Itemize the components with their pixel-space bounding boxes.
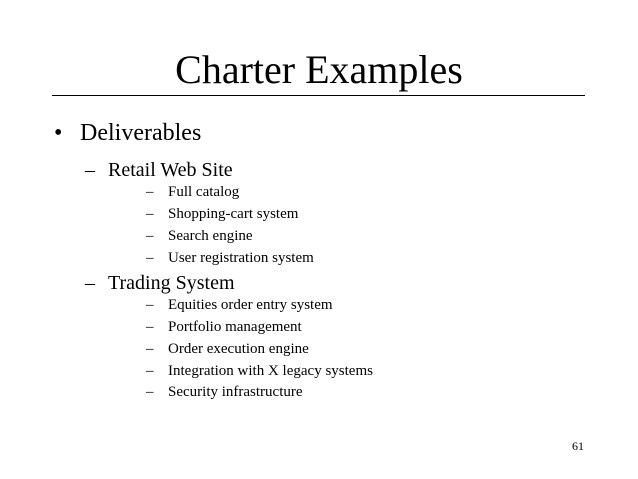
dash-marker: – xyxy=(146,297,154,313)
dash-marker: – xyxy=(146,363,154,379)
list-item-text: Integration with X legacy systems xyxy=(168,363,373,379)
sub-bullet-text: Trading System xyxy=(108,272,235,294)
list-item-text: Security infrastructure xyxy=(168,384,303,400)
dash-marker: – xyxy=(146,184,154,200)
list-item-text: Equities order entry system xyxy=(168,297,333,313)
dash-marker: – xyxy=(85,272,95,294)
dash-marker: – xyxy=(85,159,95,181)
list-item-text: Search engine xyxy=(168,228,253,244)
list-item-text: User registration system xyxy=(168,250,314,266)
sub-bullet-text: Retail Web Site xyxy=(108,159,233,181)
dash-marker: – xyxy=(146,250,154,266)
list-item-text: Shopping-cart system xyxy=(168,206,299,222)
dash-marker: – xyxy=(146,341,154,357)
bullet-text: Deliverables xyxy=(80,120,202,146)
list-item xyxy=(146,362,373,380)
list-item xyxy=(146,183,239,201)
list-item xyxy=(146,205,298,223)
list-item xyxy=(146,296,333,314)
dash-marker: – xyxy=(146,319,154,335)
list-item xyxy=(146,318,302,336)
page-number: 61 xyxy=(572,439,584,453)
sub-bullet-trading-system xyxy=(85,271,235,295)
bullet-marker: • xyxy=(54,120,63,146)
list-item-text: Order execution engine xyxy=(168,341,309,357)
list-item-text: Portfolio management xyxy=(168,319,302,335)
list-item xyxy=(146,227,253,245)
list-item xyxy=(146,249,314,267)
dash-marker: – xyxy=(146,206,154,222)
sub-bullet-retail-web-site xyxy=(85,158,233,182)
dash-marker: – xyxy=(146,228,154,244)
slide-title: Charter Examples xyxy=(175,47,463,92)
bullet-deliverables xyxy=(54,119,201,147)
dash-marker: – xyxy=(146,384,154,400)
title-underline xyxy=(52,95,585,96)
list-item xyxy=(146,383,303,401)
list-item xyxy=(146,340,309,358)
list-item-text: Full catalog xyxy=(168,184,240,200)
